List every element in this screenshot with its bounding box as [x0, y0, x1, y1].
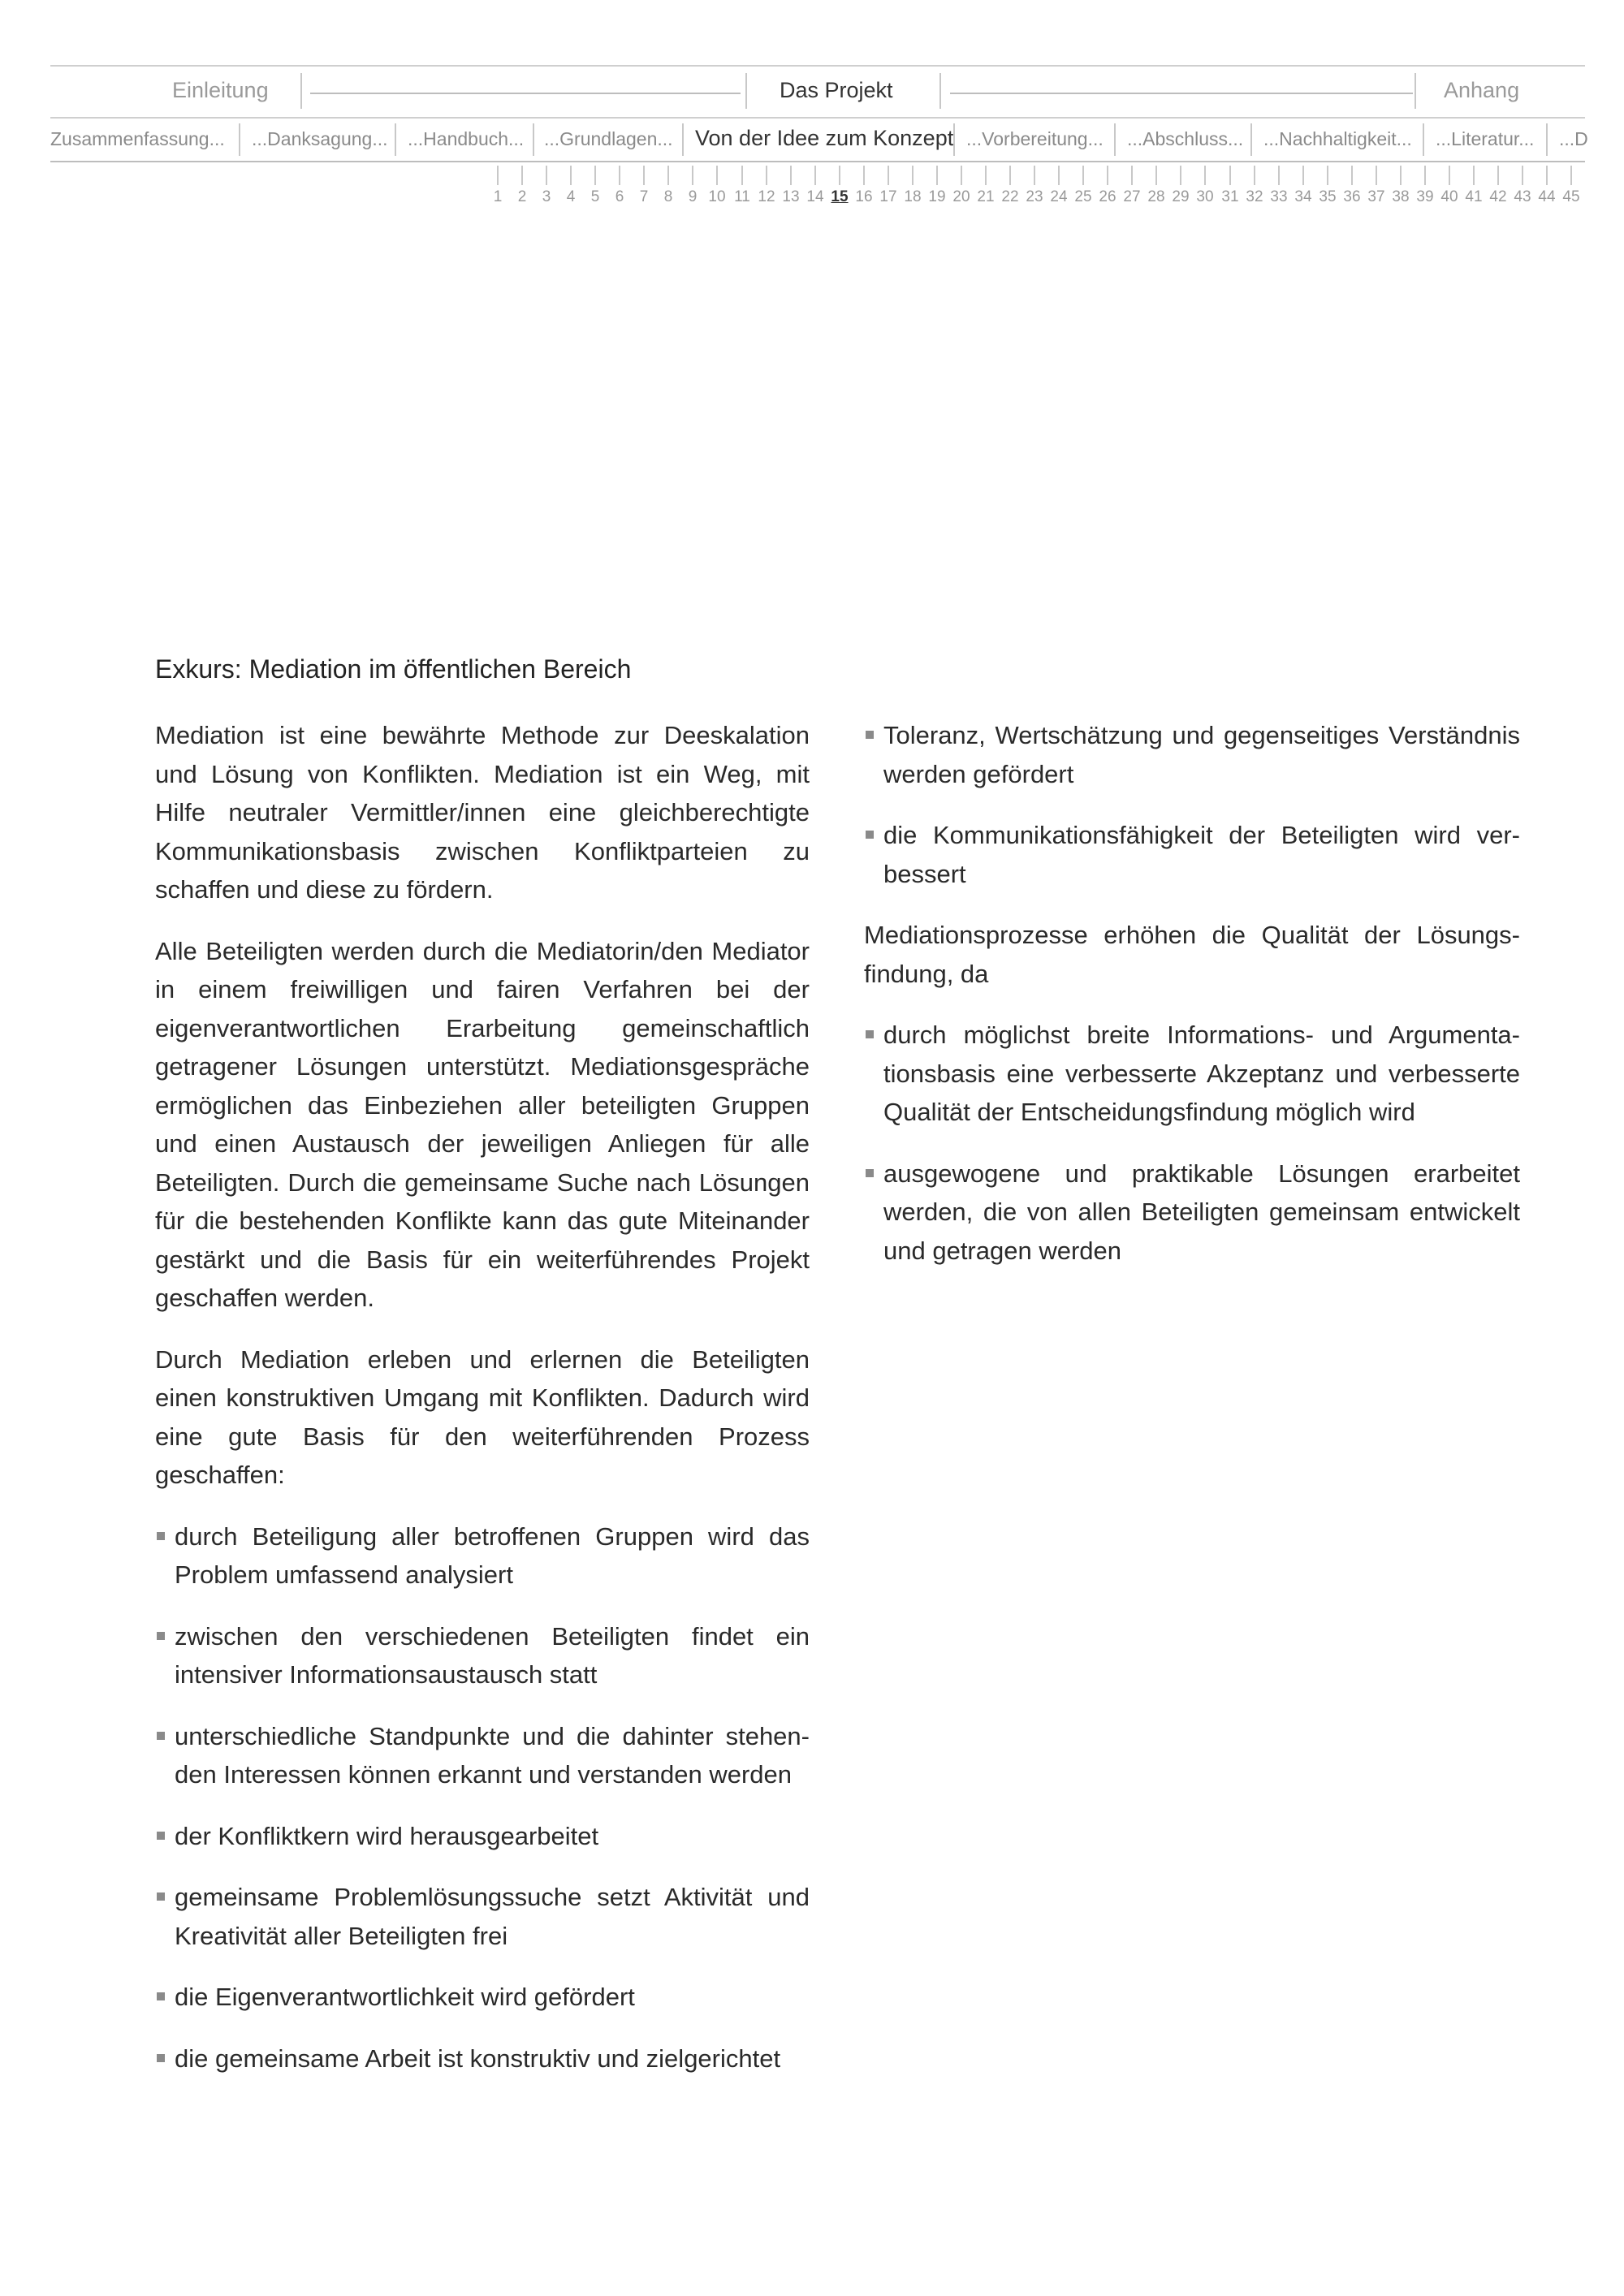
bullet-text: die gemeinsame Arbeit ist konstruktiv und zielgerichtet — [175, 2044, 781, 2073]
page-tick — [912, 166, 914, 185]
bullet-text: Toleranz, Wertschätzung und gegenseitiges Verständnis werden gefördert — [883, 721, 1520, 788]
tab-separator — [953, 123, 955, 156]
page-tick — [1546, 166, 1548, 185]
page-number[interactable]: 39 — [1416, 188, 1434, 205]
page-tick — [1327, 166, 1328, 185]
bullet-square-icon — [157, 1892, 165, 1901]
page-tick — [1058, 166, 1060, 185]
page-tick — [1449, 166, 1450, 185]
page-number[interactable]: 42 — [1489, 188, 1507, 205]
page-number[interactable]: 16 — [855, 188, 873, 205]
page-tick — [643, 166, 645, 185]
page-tick — [1034, 166, 1035, 185]
nav-middle-rule — [50, 117, 1585, 119]
page-tick — [790, 166, 792, 185]
page-tick — [814, 166, 816, 185]
tab-grundlagen[interactable]: ...Grundlagen... — [544, 128, 673, 149]
bullet-square-icon — [866, 831, 874, 839]
page-tick — [961, 166, 962, 185]
page-tick — [1570, 166, 1572, 185]
page-number[interactable]: 8 — [663, 188, 673, 205]
page-tick — [1254, 166, 1255, 185]
bullet-item — [155, 1878, 810, 1955]
page-tick — [570, 166, 572, 185]
page-tick — [985, 166, 987, 185]
tab-abschluss[interactable]: ...Abschluss... — [1127, 128, 1244, 149]
page-tick — [1400, 166, 1402, 185]
tab-separator — [1114, 123, 1116, 156]
bullet-item — [155, 1517, 810, 1595]
page-number[interactable]: 11 — [734, 188, 750, 205]
tab-separator — [1423, 123, 1424, 156]
paragraph: Alle Beteiligten werden durch die Mediatorin/den Mediator in einem freiwilligen und fairen Verfahren bei der eigenverantwortlichen Erarbeitung gemeinschaftlich getragener Lösungen unterstützt. Mediationsgespräche ermöglichen das Einbeziehen aller beteiligten Gruppen und einen Austausch der jeweiligen Anliegen für alle Beteiligten. Durch die gemeinsame Suche nach Lösungen für die bestehenden Konflikte kann das gute Miteinander gestärkt und die Basis für ein weiterführendes Projekt geschaffen werden. — [155, 936, 810, 1312]
tab-danksagung[interactable]: ...Danksagung... — [252, 128, 388, 149]
page-tick — [1009, 166, 1011, 185]
page-number[interactable]: 12 — [758, 188, 775, 205]
page-ruler — [0, 166, 1624, 214]
bullet-text: die Kommunikationsfähigkeit der Beteiligten wird verbessert — [883, 821, 1520, 888]
nav-bottom-rule — [50, 161, 1585, 162]
tab-literatur[interactable]: ...Literatur... — [1436, 128, 1535, 149]
tab-separator — [1250, 123, 1252, 156]
tab-separator — [239, 123, 240, 156]
page-number[interactable]: 35 — [1319, 188, 1337, 205]
bullet-square-icon — [157, 1832, 165, 1840]
bullet-text: unterschiedliche Standpunkte und die dahinter stehenden Interessen können erkannt und verstanden werden — [175, 1721, 810, 1789]
page-tick — [692, 166, 693, 185]
page-tick — [1473, 166, 1475, 185]
page-number[interactable]: 27 — [1123, 188, 1141, 205]
page-number[interactable]: 32 — [1246, 188, 1263, 205]
tab-separator — [533, 123, 534, 156]
page-number[interactable]: 43 — [1514, 188, 1531, 205]
page-tick — [1497, 166, 1499, 185]
bullet-square-icon — [866, 1169, 874, 1177]
section-das-projekt[interactable]: Das Projekt — [780, 78, 893, 102]
bullet-square-icon — [866, 1030, 874, 1038]
page-number[interactable]: 2 — [517, 188, 527, 205]
page-number[interactable]: 20 — [952, 188, 970, 205]
bullet-item — [155, 1617, 810, 1694]
tab-separator — [395, 123, 396, 156]
tab-nachhaltigkeit[interactable]: ...Nachhaltigkeit... — [1263, 128, 1412, 149]
page-tick — [1107, 166, 1108, 185]
page-tick — [1180, 166, 1181, 185]
page-number[interactable]: 24 — [1050, 188, 1068, 205]
bullet-text: der Konfliktkern wird herausgearbeitet — [175, 1821, 599, 1850]
tab-separator — [682, 123, 684, 156]
section-line — [310, 93, 741, 94]
page-tick — [1082, 166, 1084, 185]
page-tick — [1302, 166, 1304, 185]
section-separator — [300, 73, 302, 109]
page-tick — [1424, 166, 1426, 185]
paragraph: Durch Mediation erleben und erlernen die Beteiligten einen konstruktiven Umgang mit Konflikten. Dadurch wird eine gute Basis für den weiterführenden Prozess geschaffen: — [155, 1344, 810, 1489]
bullet-square-icon — [157, 1632, 165, 1640]
page-number[interactable]: 29 — [1172, 188, 1190, 205]
tab-von-der-idee-zum-konzept[interactable]: Von der Idee zum Konzept — [695, 126, 954, 150]
bullet-item — [864, 1016, 1520, 1132]
page-number[interactable]: 1 — [493, 188, 503, 205]
page-number[interactable]: 9 — [688, 188, 698, 205]
section-anhang[interactable]: Anhang — [1444, 78, 1520, 102]
page-tick — [1278, 166, 1280, 185]
tab-handbuch[interactable]: ...Handbuch... — [408, 128, 525, 149]
bullet-item — [155, 1717, 810, 1794]
section-separator — [1415, 73, 1416, 109]
page-number[interactable]: 7 — [639, 188, 649, 205]
page-tick — [521, 166, 523, 185]
bullet-item — [155, 1817, 810, 1856]
bullet-text: durch Beteiligung aller betroffenen Gruppen wird das Problem umfassend analysiert — [175, 1521, 810, 1589]
page-number[interactable]: 34 — [1294, 188, 1312, 205]
page-tick — [863, 166, 865, 185]
tab-zusammenfassung[interactable]: Zusammenfassung... — [50, 128, 225, 149]
tab-vorbereitung[interactable]: ...Vorbereitung... — [966, 128, 1104, 149]
page-tick — [1351, 166, 1353, 185]
page-number[interactable]: 45 — [1562, 188, 1580, 205]
bullet-square-icon — [157, 1992, 165, 2000]
bullet-item — [864, 1154, 1520, 1271]
bullet-square-icon — [866, 731, 874, 739]
page-tick — [1229, 166, 1231, 185]
page-number[interactable]: 4 — [566, 188, 576, 205]
bullet-square-icon — [157, 2054, 165, 2062]
page-tick — [1155, 166, 1157, 185]
section-line — [950, 93, 1413, 94]
page-tick — [546, 166, 547, 185]
page-number[interactable]: 6 — [615, 188, 624, 205]
page-tick — [594, 166, 596, 185]
bullet-item — [864, 816, 1520, 893]
bullet-text: zwischen den verschiedenen Beteiligten findet ein intensiver Informationsaustausch statt — [175, 1621, 810, 1689]
page-number[interactable]: 23 — [1026, 188, 1043, 205]
page-tick — [1522, 166, 1523, 185]
bullet-item — [155, 2039, 810, 2078]
bullet-square-icon — [157, 1532, 165, 1540]
left-column — [155, 716, 810, 2100]
page-number[interactable]: 40 — [1440, 188, 1458, 205]
page-number[interactable]: 37 — [1367, 188, 1385, 205]
tab-d[interactable]: ...D — [1559, 128, 1588, 149]
paragraph: Mediationsprozesse erhöhen die Qualität der Lösungsfindung, da — [864, 921, 1520, 988]
bullet-text: gemeinsame Problemlösungssuche setzt Aktivität und Kreativität aller Beteiligten frei — [175, 1883, 810, 1950]
page-number[interactable]: 25 — [1074, 188, 1092, 205]
page-tick — [936, 166, 938, 185]
chapter-tabs — [50, 120, 1588, 162]
page-number[interactable]: 26 — [1099, 188, 1116, 205]
page-tick — [497, 166, 499, 185]
page-number[interactable]: 13 — [782, 188, 800, 205]
current-page-number[interactable]: 15 — [831, 188, 849, 205]
page-tick — [619, 166, 620, 185]
section-separator — [939, 73, 941, 109]
page-number[interactable]: 3 — [542, 188, 551, 205]
bullet-square-icon — [157, 1732, 165, 1740]
page-number[interactable]: 33 — [1270, 188, 1288, 205]
page-number[interactable]: 5 — [590, 188, 600, 205]
section-nav — [50, 67, 1585, 114]
page-tick — [667, 166, 669, 185]
page-number[interactable]: 30 — [1196, 188, 1214, 205]
right-column — [864, 716, 1520, 1293]
page-number[interactable]: 38 — [1392, 188, 1410, 205]
page-number[interactable]: 36 — [1343, 188, 1361, 205]
page-number[interactable]: 10 — [708, 188, 726, 205]
page-tick — [1376, 166, 1377, 185]
paragraph: Mediation ist eine bewährte Methode zur Deeskalation und Lösung von Konflikten. Mediation ist ein Weg, mit Hilfe neutraler Vermittler/innen eine gleichberechtigte Kommunikationsbasis zwischen Konfliktparteien zu schaffen und diese zu fördern. — [155, 721, 810, 904]
section-separator — [745, 73, 747, 109]
bullet-item — [155, 1978, 810, 2017]
page-heading: Exkurs: Mediation im öffentlichen Bereich — [155, 654, 632, 684]
page-number[interactable]: 28 — [1147, 188, 1165, 205]
bullet-text: ausgewogene und praktikable Lösungen erarbeitet werden, die von allen Beteiligten gemeinsam entwickelt und getragen werden — [883, 1159, 1520, 1265]
page-tick — [1131, 166, 1133, 185]
page-number[interactable]: 17 — [879, 188, 897, 205]
page-number[interactable]: 22 — [1001, 188, 1019, 205]
page-tick — [888, 166, 889, 185]
page-number[interactable]: 41 — [1465, 188, 1483, 205]
bullet-item — [864, 716, 1520, 793]
section-einleitung[interactable]: Einleitung — [172, 78, 269, 102]
bullet-text: durch möglichst breite Informations- und Argumentationsbasis eine verbesserte Akzeptanz und verbesserte Qualität der Entscheidungsfindung möglich wird — [883, 1021, 1520, 1126]
bullet-text: die Eigenverantwortlichkeit wird gefördert — [175, 1983, 635, 2011]
page-tick — [766, 166, 767, 185]
page-number[interactable]: 19 — [928, 188, 946, 205]
page-number[interactable]: 44 — [1538, 188, 1556, 205]
page-number[interactable]: 14 — [806, 188, 824, 205]
page-tick — [1204, 166, 1206, 185]
page-tick — [716, 166, 718, 185]
page-number[interactable]: 18 — [904, 188, 922, 205]
page-number[interactable]: 31 — [1221, 188, 1239, 205]
page-tick — [839, 166, 840, 185]
tab-separator — [1546, 123, 1548, 156]
page-number[interactable]: 21 — [977, 188, 995, 205]
page-tick — [741, 166, 743, 185]
